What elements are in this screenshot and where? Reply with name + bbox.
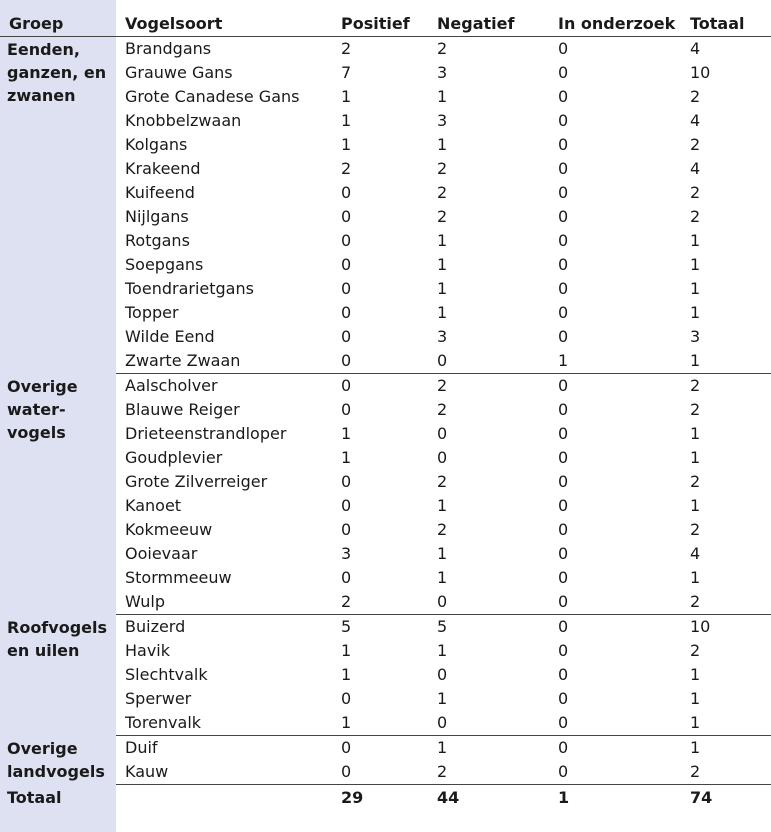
table-row bbox=[0, 133, 771, 157]
table-row bbox=[0, 277, 771, 301]
group-label: Eenden, ganzen, en zwanen bbox=[0, 37, 116, 374]
in-onderzoek-cell: 0 bbox=[558, 39, 569, 58]
totaal-cell: 1 bbox=[690, 665, 701, 684]
totaal-cell: 2 bbox=[690, 520, 701, 539]
positief-cell: 7 bbox=[341, 63, 352, 82]
vogelsoort-cell: Wulp bbox=[116, 590, 332, 615]
negatief-cell: 1 bbox=[437, 231, 448, 250]
vogelsoort-cell: Brandgans bbox=[125, 39, 212, 58]
negatief-cell: 2 bbox=[437, 376, 448, 395]
in-onderzoek-cell: 0 bbox=[558, 327, 569, 346]
table-row bbox=[0, 422, 771, 446]
totaal-cell: 3 bbox=[690, 327, 701, 346]
vogelsoort-cell: Knobbelzwaan bbox=[125, 111, 242, 130]
totaal-cell: 1 bbox=[690, 738, 701, 757]
vogelsoort-cell: Kolgans bbox=[125, 135, 188, 154]
totaal-cell: 2 bbox=[690, 87, 701, 106]
negatief-cell: 2 bbox=[437, 472, 448, 491]
vogelsoort-cell: Grauwe Gans bbox=[125, 63, 233, 82]
totaal-cell: 4 bbox=[690, 544, 701, 563]
positief-cell: 0 bbox=[341, 255, 352, 274]
totaal-cell: 1 bbox=[681, 349, 771, 374]
positief-cell: 0 bbox=[332, 349, 428, 374]
filler-cell bbox=[681, 812, 771, 832]
positief-cell: 0 bbox=[341, 689, 352, 708]
table-row bbox=[0, 205, 771, 229]
positief-cell: 0 bbox=[341, 738, 352, 757]
vogelsoort-cell: Topper bbox=[125, 303, 179, 322]
negatief-cell: 1 bbox=[437, 255, 448, 274]
in-onderzoek-cell: 0 bbox=[558, 231, 569, 250]
in-onderzoek-cell: 0 bbox=[558, 448, 569, 467]
negatief-cell: 1 bbox=[437, 544, 448, 563]
in-onderzoek-cell: 0 bbox=[558, 689, 569, 708]
table-body bbox=[0, 37, 771, 832]
total-positief: 29 bbox=[341, 788, 364, 808]
in-onderzoek-cell: 0 bbox=[549, 590, 681, 615]
positief-cell: 0 bbox=[341, 183, 352, 202]
positief-cell: 0 bbox=[341, 496, 352, 515]
negatief-cell: 1 bbox=[437, 738, 448, 757]
total-empty-cell bbox=[116, 785, 332, 812]
positief-cell: 0 bbox=[332, 760, 428, 785]
in-onderzoek-cell: 0 bbox=[558, 738, 569, 757]
negatief-cell: 0 bbox=[428, 590, 549, 615]
vogelsoort-cell: Goudplevier bbox=[125, 448, 223, 467]
vogelsoort-cell: Torenvalk bbox=[116, 711, 332, 736]
table-row bbox=[0, 229, 771, 253]
negatief-cell: 1 bbox=[437, 689, 448, 708]
table-row bbox=[0, 181, 771, 205]
table-row bbox=[0, 687, 771, 711]
in-onderzoek-cell: 0 bbox=[558, 159, 569, 178]
table-row bbox=[0, 446, 771, 470]
table-row bbox=[0, 566, 771, 590]
vogelsoort-cell: Kokmeeuw bbox=[125, 520, 213, 539]
table-row bbox=[0, 736, 771, 761]
group-label: Overige landvogels bbox=[0, 736, 116, 785]
table-row bbox=[0, 663, 771, 687]
table-row bbox=[0, 542, 771, 566]
vogelsoort-cell: Zwarte Zwaan bbox=[116, 349, 332, 374]
negatief-cell: 3 bbox=[437, 63, 448, 82]
positief-cell: 2 bbox=[341, 39, 352, 58]
totaal-cell: 2 bbox=[690, 400, 701, 419]
vogelsoort-cell: Blauwe Reiger bbox=[125, 400, 240, 419]
in-onderzoek-cell: 0 bbox=[558, 641, 569, 660]
in-onderzoek-cell: 0 bbox=[558, 496, 569, 515]
positief-cell: 0 bbox=[341, 376, 352, 395]
in-onderzoek-cell: 0 bbox=[558, 255, 569, 274]
vogelsoort-cell: Nijlgans bbox=[125, 207, 189, 226]
negatief-cell: 1 bbox=[437, 303, 448, 322]
vogelsoort-cell: Drieteenstrandloper bbox=[125, 424, 287, 443]
positief-cell: 1 bbox=[341, 111, 352, 130]
vogelsoort-cell: Grote Zilverreiger bbox=[125, 472, 268, 491]
table-row bbox=[0, 590, 771, 615]
negatief-cell: 2 bbox=[437, 400, 448, 419]
in-onderzoek-cell: 0 bbox=[558, 617, 569, 636]
positief-cell: 1 bbox=[341, 641, 352, 660]
vogelsoort-cell: Soepgans bbox=[125, 255, 204, 274]
vogelsoort-cell: Havik bbox=[125, 641, 171, 660]
vogelsoort-cell: Aalscholver bbox=[125, 376, 218, 395]
group-label: Overige water-vogels bbox=[0, 374, 116, 615]
table-row bbox=[0, 711, 771, 736]
vogelsoort-cell: Buizerd bbox=[125, 617, 186, 636]
totaal-cell: 10 bbox=[690, 63, 711, 82]
in-onderzoek-cell: 0 bbox=[549, 711, 681, 736]
filler-cell bbox=[116, 812, 332, 832]
negatief-cell: 1 bbox=[437, 496, 448, 515]
table-row bbox=[0, 470, 771, 494]
table-row bbox=[0, 85, 771, 109]
positief-cell: 0 bbox=[341, 207, 352, 226]
in-onderzoek-cell: 0 bbox=[558, 520, 569, 539]
in-onderzoek-cell: 0 bbox=[558, 87, 569, 106]
table-row bbox=[0, 325, 771, 349]
negatief-cell: 0 bbox=[437, 448, 448, 467]
table-row bbox=[0, 374, 771, 399]
table-row bbox=[0, 760, 771, 785]
negatief-cell: 3 bbox=[437, 327, 448, 346]
totaal-cell: 1 bbox=[690, 568, 701, 587]
negatief-cell: 2 bbox=[437, 39, 448, 58]
negatief-cell: 2 bbox=[437, 520, 448, 539]
header-negatief: Negatief bbox=[428, 0, 549, 37]
positief-cell: 3 bbox=[341, 544, 352, 563]
group-label: Roofvogels en uilen bbox=[0, 615, 116, 736]
in-onderzoek-cell: 0 bbox=[558, 568, 569, 587]
table-row bbox=[0, 37, 771, 62]
vogelsoort-cell: Toendrarietgans bbox=[125, 279, 254, 298]
table-row bbox=[0, 109, 771, 133]
table-row bbox=[0, 518, 771, 542]
totaal-cell: 2 bbox=[681, 760, 771, 785]
table-row bbox=[0, 639, 771, 663]
in-onderzoek-cell: 0 bbox=[558, 544, 569, 563]
vogelsoort-cell: Wilde Eend bbox=[125, 327, 215, 346]
vogelsoort-cell: Kuifeend bbox=[125, 183, 195, 202]
in-onderzoek-cell: 0 bbox=[558, 424, 569, 443]
table-row bbox=[0, 398, 771, 422]
in-onderzoek-cell: 0 bbox=[558, 376, 569, 395]
filler-cell bbox=[428, 812, 549, 832]
vogelsoort-cell: Kanoet bbox=[125, 496, 182, 515]
in-onderzoek-cell: 0 bbox=[558, 111, 569, 130]
negatief-cell: 0 bbox=[437, 665, 448, 684]
totaal-cell: 2 bbox=[681, 590, 771, 615]
negatief-cell: 0 bbox=[428, 349, 549, 374]
table-row bbox=[0, 349, 771, 374]
total-totaal: 74 bbox=[690, 788, 713, 808]
vogelsoort-cell: Grote Canadese Gans bbox=[125, 87, 300, 106]
vogelsoort-cell: Krakeend bbox=[125, 159, 201, 178]
in-onderzoek-cell: 0 bbox=[549, 760, 681, 785]
table-row bbox=[0, 494, 771, 518]
in-onderzoek-cell: 0 bbox=[558, 400, 569, 419]
in-onderzoek-cell: 0 bbox=[558, 303, 569, 322]
in-onderzoek-cell: 1 bbox=[549, 349, 681, 374]
negatief-cell: 2 bbox=[437, 183, 448, 202]
negatief-cell: 2 bbox=[437, 159, 448, 178]
positief-cell: 0 bbox=[341, 520, 352, 539]
positief-cell: 1 bbox=[341, 665, 352, 684]
in-onderzoek-cell: 0 bbox=[558, 183, 569, 202]
negatief-cell: 1 bbox=[437, 87, 448, 106]
table-row bbox=[0, 253, 771, 277]
positief-cell: 0 bbox=[341, 568, 352, 587]
filler-cell bbox=[332, 812, 428, 832]
negatief-cell: 1 bbox=[437, 641, 448, 660]
totaal-cell: 4 bbox=[690, 39, 701, 58]
totaal-cell: 1 bbox=[681, 711, 771, 736]
total-row bbox=[0, 785, 771, 812]
header-vogelsoort: Vogelsoort bbox=[116, 0, 332, 37]
filler-row bbox=[0, 812, 771, 832]
negatief-cell: 0 bbox=[437, 424, 448, 443]
vogelsoort-cell: Sperwer bbox=[125, 689, 192, 708]
negatief-cell: 3 bbox=[437, 111, 448, 130]
table-row bbox=[0, 301, 771, 325]
negatief-cell: 2 bbox=[437, 207, 448, 226]
in-onderzoek-cell: 0 bbox=[558, 63, 569, 82]
table-row bbox=[0, 61, 771, 85]
positief-cell: 0 bbox=[341, 400, 352, 419]
totaal-cell: 1 bbox=[690, 689, 701, 708]
positief-cell: 0 bbox=[341, 327, 352, 346]
negatief-cell: 1 bbox=[437, 135, 448, 154]
positief-cell: 2 bbox=[332, 590, 428, 615]
positief-cell: 1 bbox=[332, 711, 428, 736]
in-onderzoek-cell: 0 bbox=[558, 665, 569, 684]
header-totaal: Totaal bbox=[681, 0, 771, 37]
vogelsoort-cell: Duif bbox=[125, 738, 158, 757]
totaal-cell: 1 bbox=[690, 448, 701, 467]
totaal-cell: 2 bbox=[690, 183, 701, 202]
totaal-cell: 2 bbox=[690, 472, 701, 491]
vogelsoort-cell: Ooievaar bbox=[125, 544, 198, 563]
positief-cell: 1 bbox=[341, 448, 352, 467]
positief-cell: 0 bbox=[341, 472, 352, 491]
totaal-cell: 2 bbox=[690, 207, 701, 226]
vogelsoort-cell: Stormmeeuw bbox=[125, 568, 232, 587]
vogelsoort-cell: Slechtvalk bbox=[125, 665, 208, 684]
negatief-cell: 2 bbox=[428, 760, 549, 785]
filler-cell bbox=[549, 812, 681, 832]
positief-cell: 1 bbox=[341, 87, 352, 106]
totaal-cell: 2 bbox=[690, 641, 701, 660]
table-row bbox=[0, 615, 771, 640]
total-in-onderzoek: 1 bbox=[558, 788, 570, 808]
totaal-cell: 10 bbox=[690, 617, 711, 636]
positief-cell: 5 bbox=[341, 617, 352, 636]
positief-cell: 0 bbox=[341, 231, 352, 250]
negatief-cell: 1 bbox=[437, 279, 448, 298]
in-onderzoek-cell: 0 bbox=[558, 135, 569, 154]
total-label: Totaal bbox=[0, 785, 116, 812]
header-positief: Positief bbox=[332, 0, 428, 37]
in-onderzoek-cell: 0 bbox=[558, 207, 569, 226]
negatief-cell: 0 bbox=[428, 711, 549, 736]
totaal-cell: 1 bbox=[690, 303, 701, 322]
in-onderzoek-cell: 0 bbox=[558, 472, 569, 491]
totaal-cell: 2 bbox=[690, 376, 701, 395]
header-row bbox=[0, 0, 771, 37]
in-onderzoek-cell: 0 bbox=[558, 279, 569, 298]
totaal-cell: 4 bbox=[690, 111, 701, 130]
positief-cell: 1 bbox=[341, 135, 352, 154]
filler-group-cell bbox=[0, 812, 116, 832]
negatief-cell: 5 bbox=[437, 617, 448, 636]
totaal-cell: 4 bbox=[690, 159, 701, 178]
header-groep: Groep bbox=[0, 0, 116, 37]
vogelsoort-cell: Kauw bbox=[116, 760, 332, 785]
total-negatief: 44 bbox=[437, 788, 460, 808]
totaal-cell: 1 bbox=[690, 279, 701, 298]
negatief-cell: 1 bbox=[437, 568, 448, 587]
totaal-cell: 2 bbox=[690, 135, 701, 154]
totaal-cell: 1 bbox=[690, 231, 701, 250]
header-in-onderzoek: In onderzoek bbox=[549, 0, 681, 37]
positief-cell: 1 bbox=[341, 424, 352, 443]
totaal-cell: 1 bbox=[690, 424, 701, 443]
positief-cell: 2 bbox=[341, 159, 352, 178]
vogelsoort-cell: Rotgans bbox=[125, 231, 190, 250]
table-row bbox=[0, 157, 771, 181]
totaal-cell: 1 bbox=[690, 496, 701, 515]
totaal-cell: 1 bbox=[690, 255, 701, 274]
positief-cell: 0 bbox=[341, 279, 352, 298]
positief-cell: 0 bbox=[341, 303, 352, 322]
